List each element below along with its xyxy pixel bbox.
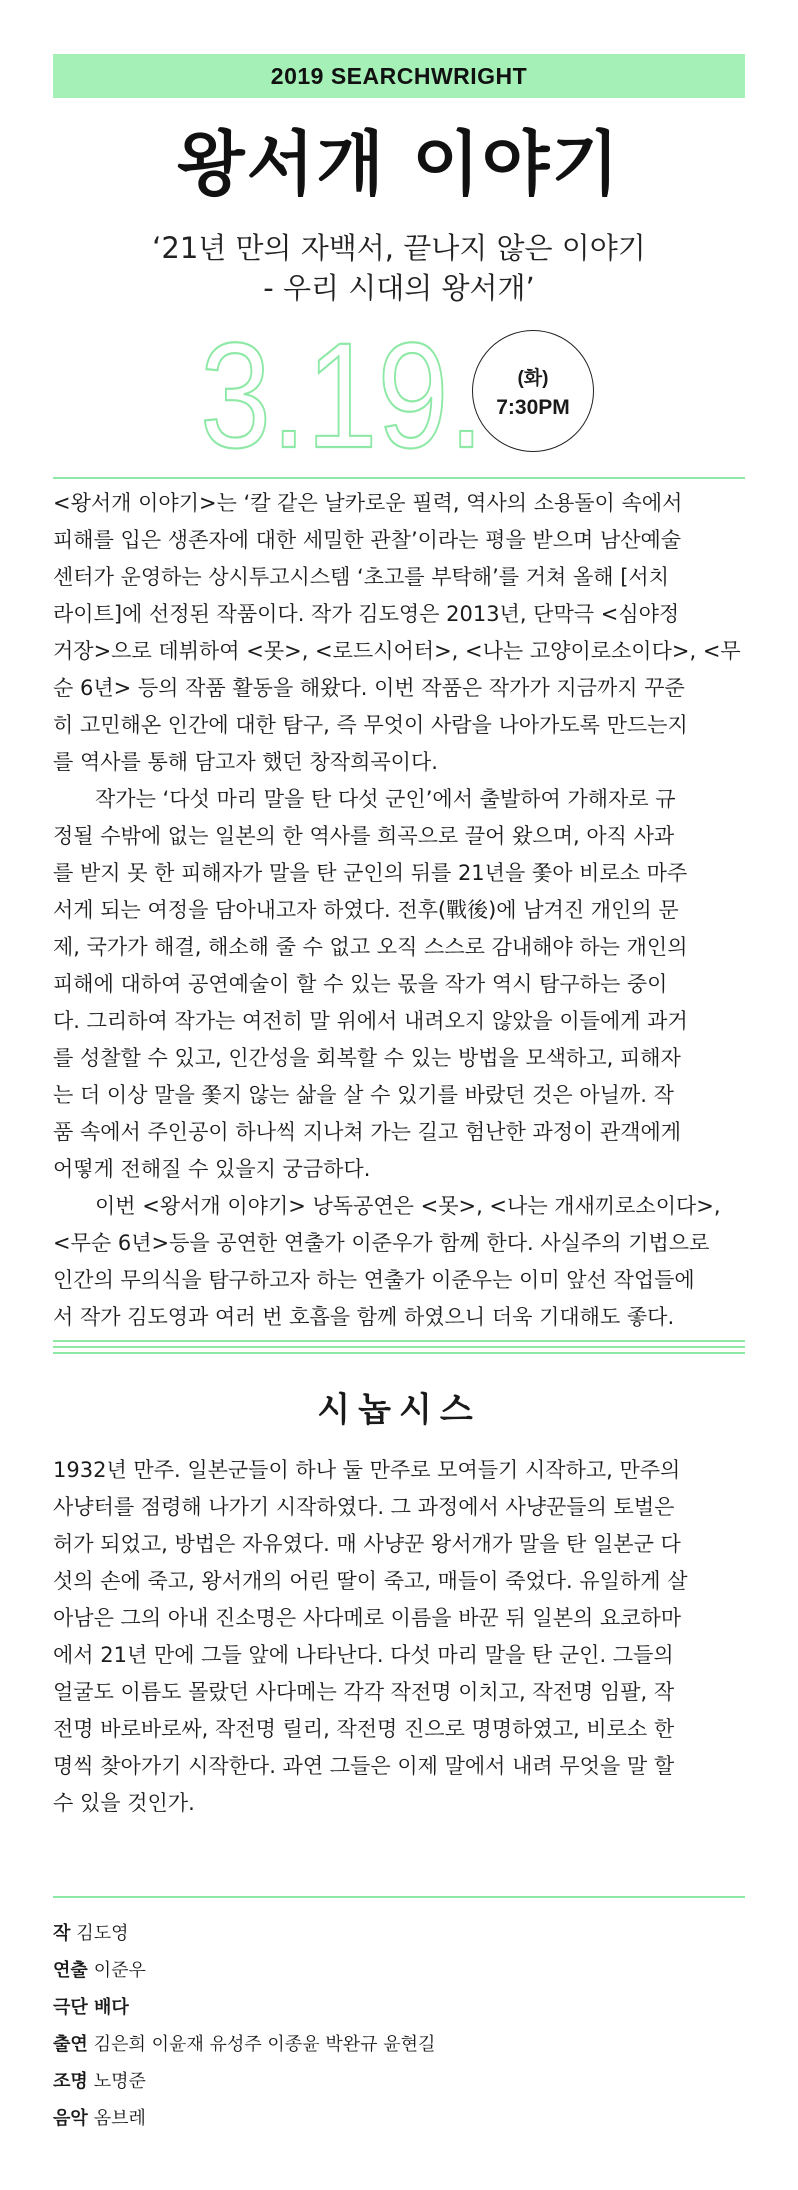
- credit-lighting: [53, 2063, 745, 2100]
- subtitle-line: ‘21년 만의 자백서, 끝나지 않은 이야기: [152, 231, 646, 265]
- text-line: 피해에 대하여 공연예술이 할 수 있는 몫을 작가 역시 탐구하는 중이: [53, 972, 668, 996]
- credit-role: 음악: [53, 2108, 88, 2129]
- text-line: 에서 21년 만에 그들 앞에 나타난다. 다섯 마리 말을 탄 군인. 그들의: [53, 1643, 674, 1667]
- text-line: 작가는 ‘다섯 마리 말을 탄 다섯 군인’에서 출발하여 가해자로 규: [95, 787, 676, 811]
- text-line: 이번 <왕서개 이야기> 낭독공연은 <못>, <나는 개새끼로소이다>,: [95, 1194, 721, 1218]
- credit-director: [53, 1952, 745, 1989]
- text-line: 수 있을 것인가.: [53, 1791, 195, 1815]
- divider: [53, 1340, 745, 1342]
- divider: [53, 1896, 745, 1898]
- intro-paragraph: [53, 781, 745, 1188]
- intro-paragraph: [53, 485, 745, 781]
- day-of-week: (화): [517, 368, 549, 389]
- text-line: 품 속에서 주인공이 하나씩 지나쳐 가는 길고 험난한 과정이 관객에게: [53, 1120, 682, 1144]
- credit-writer: [53, 1915, 745, 1952]
- text-line: 센터가 운영하는 상시투고시스템 ‘초고를 부탁해’를 거쳐 올해 [서치: [53, 565, 669, 589]
- credit-name: 김도영: [76, 1923, 129, 1944]
- subtitle: [0, 228, 798, 308]
- credits-list: [53, 1915, 745, 2137]
- text-line: 허가 되었고, 방법은 자유였다. 매 사냥꾼 왕서개가 말을 탄 일본군 다: [53, 1532, 681, 1556]
- text-line: 1932년 만주. 일본군들이 하나 둘 만주로 모여들기 시작하고, 만주의: [53, 1458, 681, 1482]
- synopsis-heading: 시놉시스: [317, 1390, 481, 1430]
- credit-role: 작: [53, 1923, 71, 1944]
- credit-cast: [53, 2026, 745, 2063]
- text-line: 서 작가 김도영과 여러 번 호흡을 함께 하였으니 더욱 기대해도 좋다.: [53, 1305, 675, 1329]
- text-line: 섯의 손에 죽고, 왕서개의 어린 딸이 죽고, 매들이 죽었다. 유일하게 살: [53, 1569, 688, 1593]
- date-text: 3.19.: [200, 315, 484, 465]
- credit-role: 조명: [53, 2071, 88, 2092]
- text-line: 서게 되는 여정을 담아내고자 하였다. 전후(戰後)에 남겨진 개인의 문: [53, 898, 679, 922]
- credit-name: 노명준: [93, 2071, 146, 2092]
- text-line: 사냥터를 점령해 나가기 시작하였다. 그 과정에서 사냥꾼들의 토벌은: [53, 1495, 675, 1519]
- intro-paragraph: [53, 1188, 745, 1336]
- start-time: 7:30PM: [496, 396, 570, 419]
- text-line: 전명 바로바로싸, 작전명 릴리, 작전명 진으로 명명하였고, 비로소 한: [53, 1717, 675, 1741]
- text-line: 명씩 찾아가기 시작한다. 과연 그들은 이제 말에서 내려 무엇을 말 할: [53, 1754, 675, 1778]
- text-line: 아남은 그의 아내 진소명은 사다메로 이름을 바꾼 뒤 일본의 요코하마: [53, 1606, 682, 1630]
- text-line: 라이트]에 선정된 작품이다. 작가 김도영은 2013년, 단막극 <심야정: [53, 602, 680, 626]
- text-line: 다. 그리하여 작가는 여전히 말 위에서 내려오지 않았을 이들에게 과거: [53, 1009, 688, 1033]
- text-line: <무순 6년>등을 공연한 연출가 이준우가 함께 한다. 사실주의 기법으로: [53, 1231, 710, 1255]
- credit-company: [53, 1989, 745, 2026]
- text-line: 어떻게 전해질 수 있을지 궁금하다.: [53, 1157, 371, 1181]
- text-line: 를 받지 못 한 피해자가 말을 탄 군인의 뒤를 21년을 쫓아 비로소 마주: [53, 861, 688, 885]
- text-line: 는 더 이상 말을 쫓지 않는 삶을 살 수 있기를 바랐던 것은 아닐까. 작: [53, 1083, 674, 1107]
- time-badge: [472, 330, 594, 452]
- credit-name: 김은희 이윤재 유성주 이종윤 박완규 윤현길: [93, 2034, 436, 2055]
- text-line: 피해를 입은 생존자에 대한 세밀한 관찰’이라는 평을 받으며 남산예술: [53, 528, 682, 552]
- text-line: 를 성찰할 수 있고, 인간성을 회복할 수 있는 방법을 모색하고, 피해자: [53, 1046, 681, 1070]
- credit-name: 이준우: [93, 1960, 146, 1981]
- credit-role: 연출: [53, 1960, 88, 1981]
- text-line: 히 고민해온 인간에 대한 탐구, 즉 무엇이 사람을 나아가도록 만드는지: [53, 713, 688, 737]
- text-line: 거장>으로 데뷔하여 <못>, <로드시어터>, <나는 고양이로소이다>, <무: [53, 639, 741, 663]
- page-title: 왕서개 이야기: [176, 123, 622, 205]
- credit-name: 옴브레: [93, 2108, 146, 2129]
- credit-role: 출연: [53, 2034, 88, 2055]
- series-banner: 2019 SEARCHWRIGHT: [53, 54, 745, 98]
- subtitle-line: - 우리 시대의 왕서개’: [263, 271, 535, 305]
- credit-role: 극단 배다: [53, 1997, 129, 2018]
- text-line: <왕서개 이야기>는 ‘칼 같은 날카로운 필력, 역사의 소용돌이 속에서: [53, 491, 683, 515]
- divider: [53, 1352, 745, 1354]
- credit-music: [53, 2100, 745, 2137]
- divider: [53, 1346, 745, 1348]
- text-line: 정될 수밖에 없는 일본의 한 역사를 희곡으로 끌어 왔으며, 아직 사과: [53, 824, 675, 848]
- text-line: 인간의 무의식을 탐구하고자 하는 연출가 이준우는 이미 앞선 작업들에: [53, 1268, 695, 1292]
- text-line: 순 6년> 등의 작품 활동을 해왔다. 이번 작품은 작가가 지금까지 꾸준: [53, 676, 685, 700]
- synopsis-text: [53, 1452, 745, 1822]
- divider: [53, 477, 745, 479]
- text-line: 를 역사를 통해 담고자 했던 창작희곡이다.: [53, 750, 438, 774]
- text-line: 얼굴도 이름도 몰랐던 사다메는 각각 작전명 이치고, 작전명 임팔, 작: [53, 1680, 675, 1704]
- text-line: 제, 국가가 해결, 해소해 줄 수 없고 오직 스스로 감내해야 하는 개인의: [53, 935, 688, 959]
- performance-date: [198, 315, 488, 465]
- intro-section: [53, 485, 745, 1336]
